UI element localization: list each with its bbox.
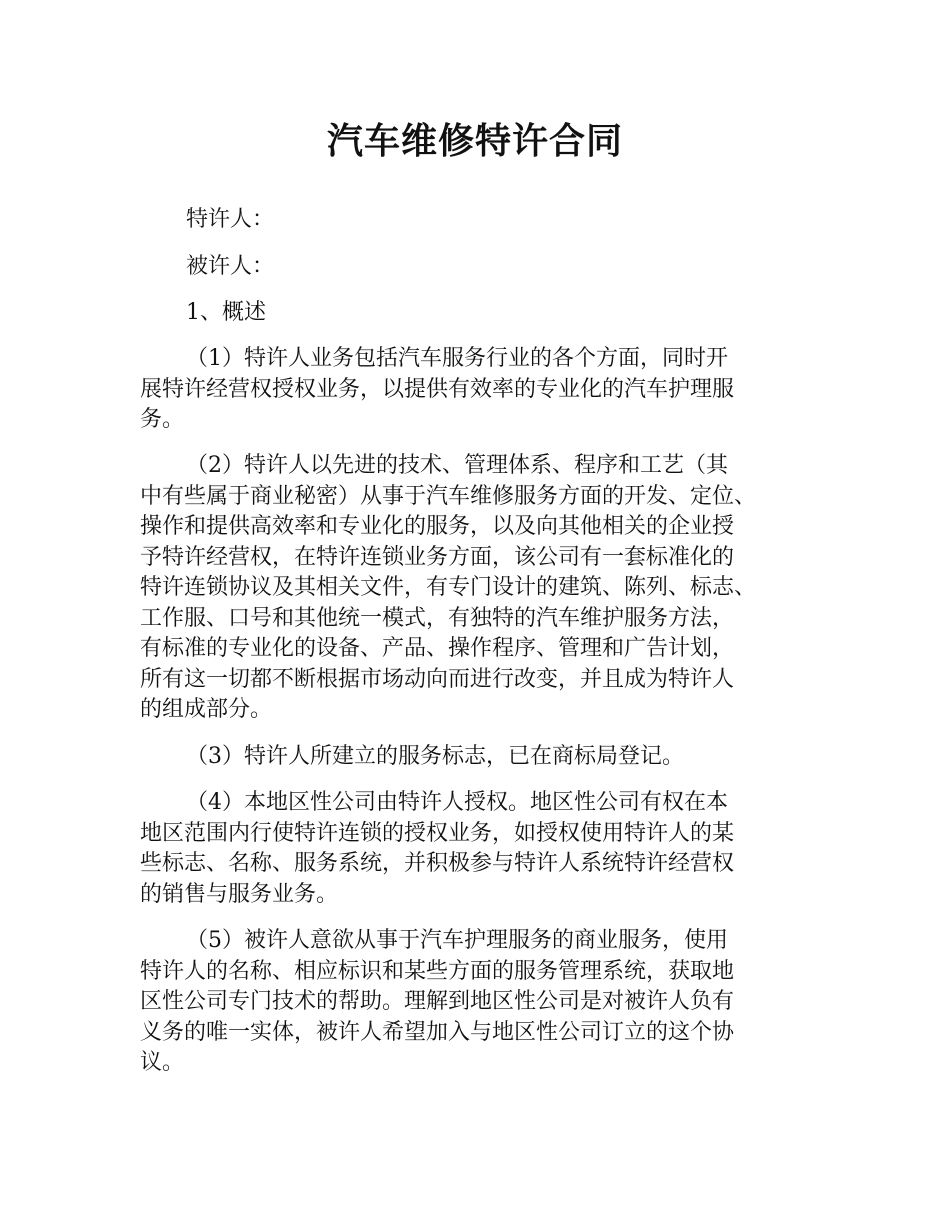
paragraph-line: 予特许经营权，在特许连锁业务方面，该公司有一套标准化的 [140,544,735,570]
paragraph-line: 区性公司专门技术的帮助。理解到地区性公司是对被许人负有 [140,989,735,1014]
paragraph-5 [140,926,830,1079]
franchisor-label: 特许人： [186,207,275,232]
paragraph-line: （4）本地区性公司由特许人授权。地区性公司有权在本 [186,790,728,815]
paragraph-line: 的销售与服务业务。 [140,881,339,907]
paragraph-line: 中有些属于商业秘密）从事于汽车维修服务方面的开发、定位、 [140,483,757,509]
paragraph-3 [140,742,830,773]
paragraph-line: 工作服、口号和其他统一模式，有独特的汽车维护服务方法， [140,605,735,631]
paragraph-4 [140,788,830,910]
paragraph-line: 地区范围内行使特许连锁的授权业务，如授权使用特许人的某 [140,820,735,846]
paragraph-line: 特许连锁协议及其相关文件，有专门设计的建筑、陈列、标志、 [140,575,757,600]
paragraph-line: 所有这一切都不断根据市场动向而进行改变，并且成为特许人 [140,666,735,692]
paragraph-line: 有标准的专业化的设备、产品、操作程序、管理和广告计划， [140,636,735,661]
paragraph-line: 的组成部分。 [140,697,273,722]
paragraph-line: 务。 [140,407,185,432]
paragraph-1 [140,344,830,436]
document-title: 汽车维修特许合同 [326,121,623,162]
section-heading-overview: 1、概述 [186,300,266,325]
paragraph-line: 议。 [140,1050,185,1075]
paragraph-line: （2）特许人以先进的技术、管理体系、程序和工艺（其 [186,453,728,478]
paragraph-line: （3）特许人所建立的服务标志，已在商标局登记。 [186,744,684,769]
paragraph-line: （1）特许人业务包括汽车服务行业的各个方面，同时开 [186,346,728,371]
paragraph-line: 义务的唯一实体，被许人希望加入与地区性公司订立的这个协 [140,1019,735,1045]
paragraph-line: 些标志、名称、服务系统，并积极参与特许人系统特许经营权 [140,851,735,876]
paragraph-line: （5）被许人意欲从事于汽车护理服务的商业服务，使用 [186,928,728,953]
paragraph-line: 展特许经营权授权业务，以提供有效率的专业化的汽车护理服 [140,376,735,402]
paragraph-line: 操作和提供高效率和专业化的服务，以及向其他相关的企业授 [140,514,735,539]
franchisee-label: 被许人： [186,254,275,279]
paragraph-2 [140,451,830,726]
paragraph-line: 特许人的名称、相应标识和某些方面的服务管理系统，获取地 [140,958,735,984]
